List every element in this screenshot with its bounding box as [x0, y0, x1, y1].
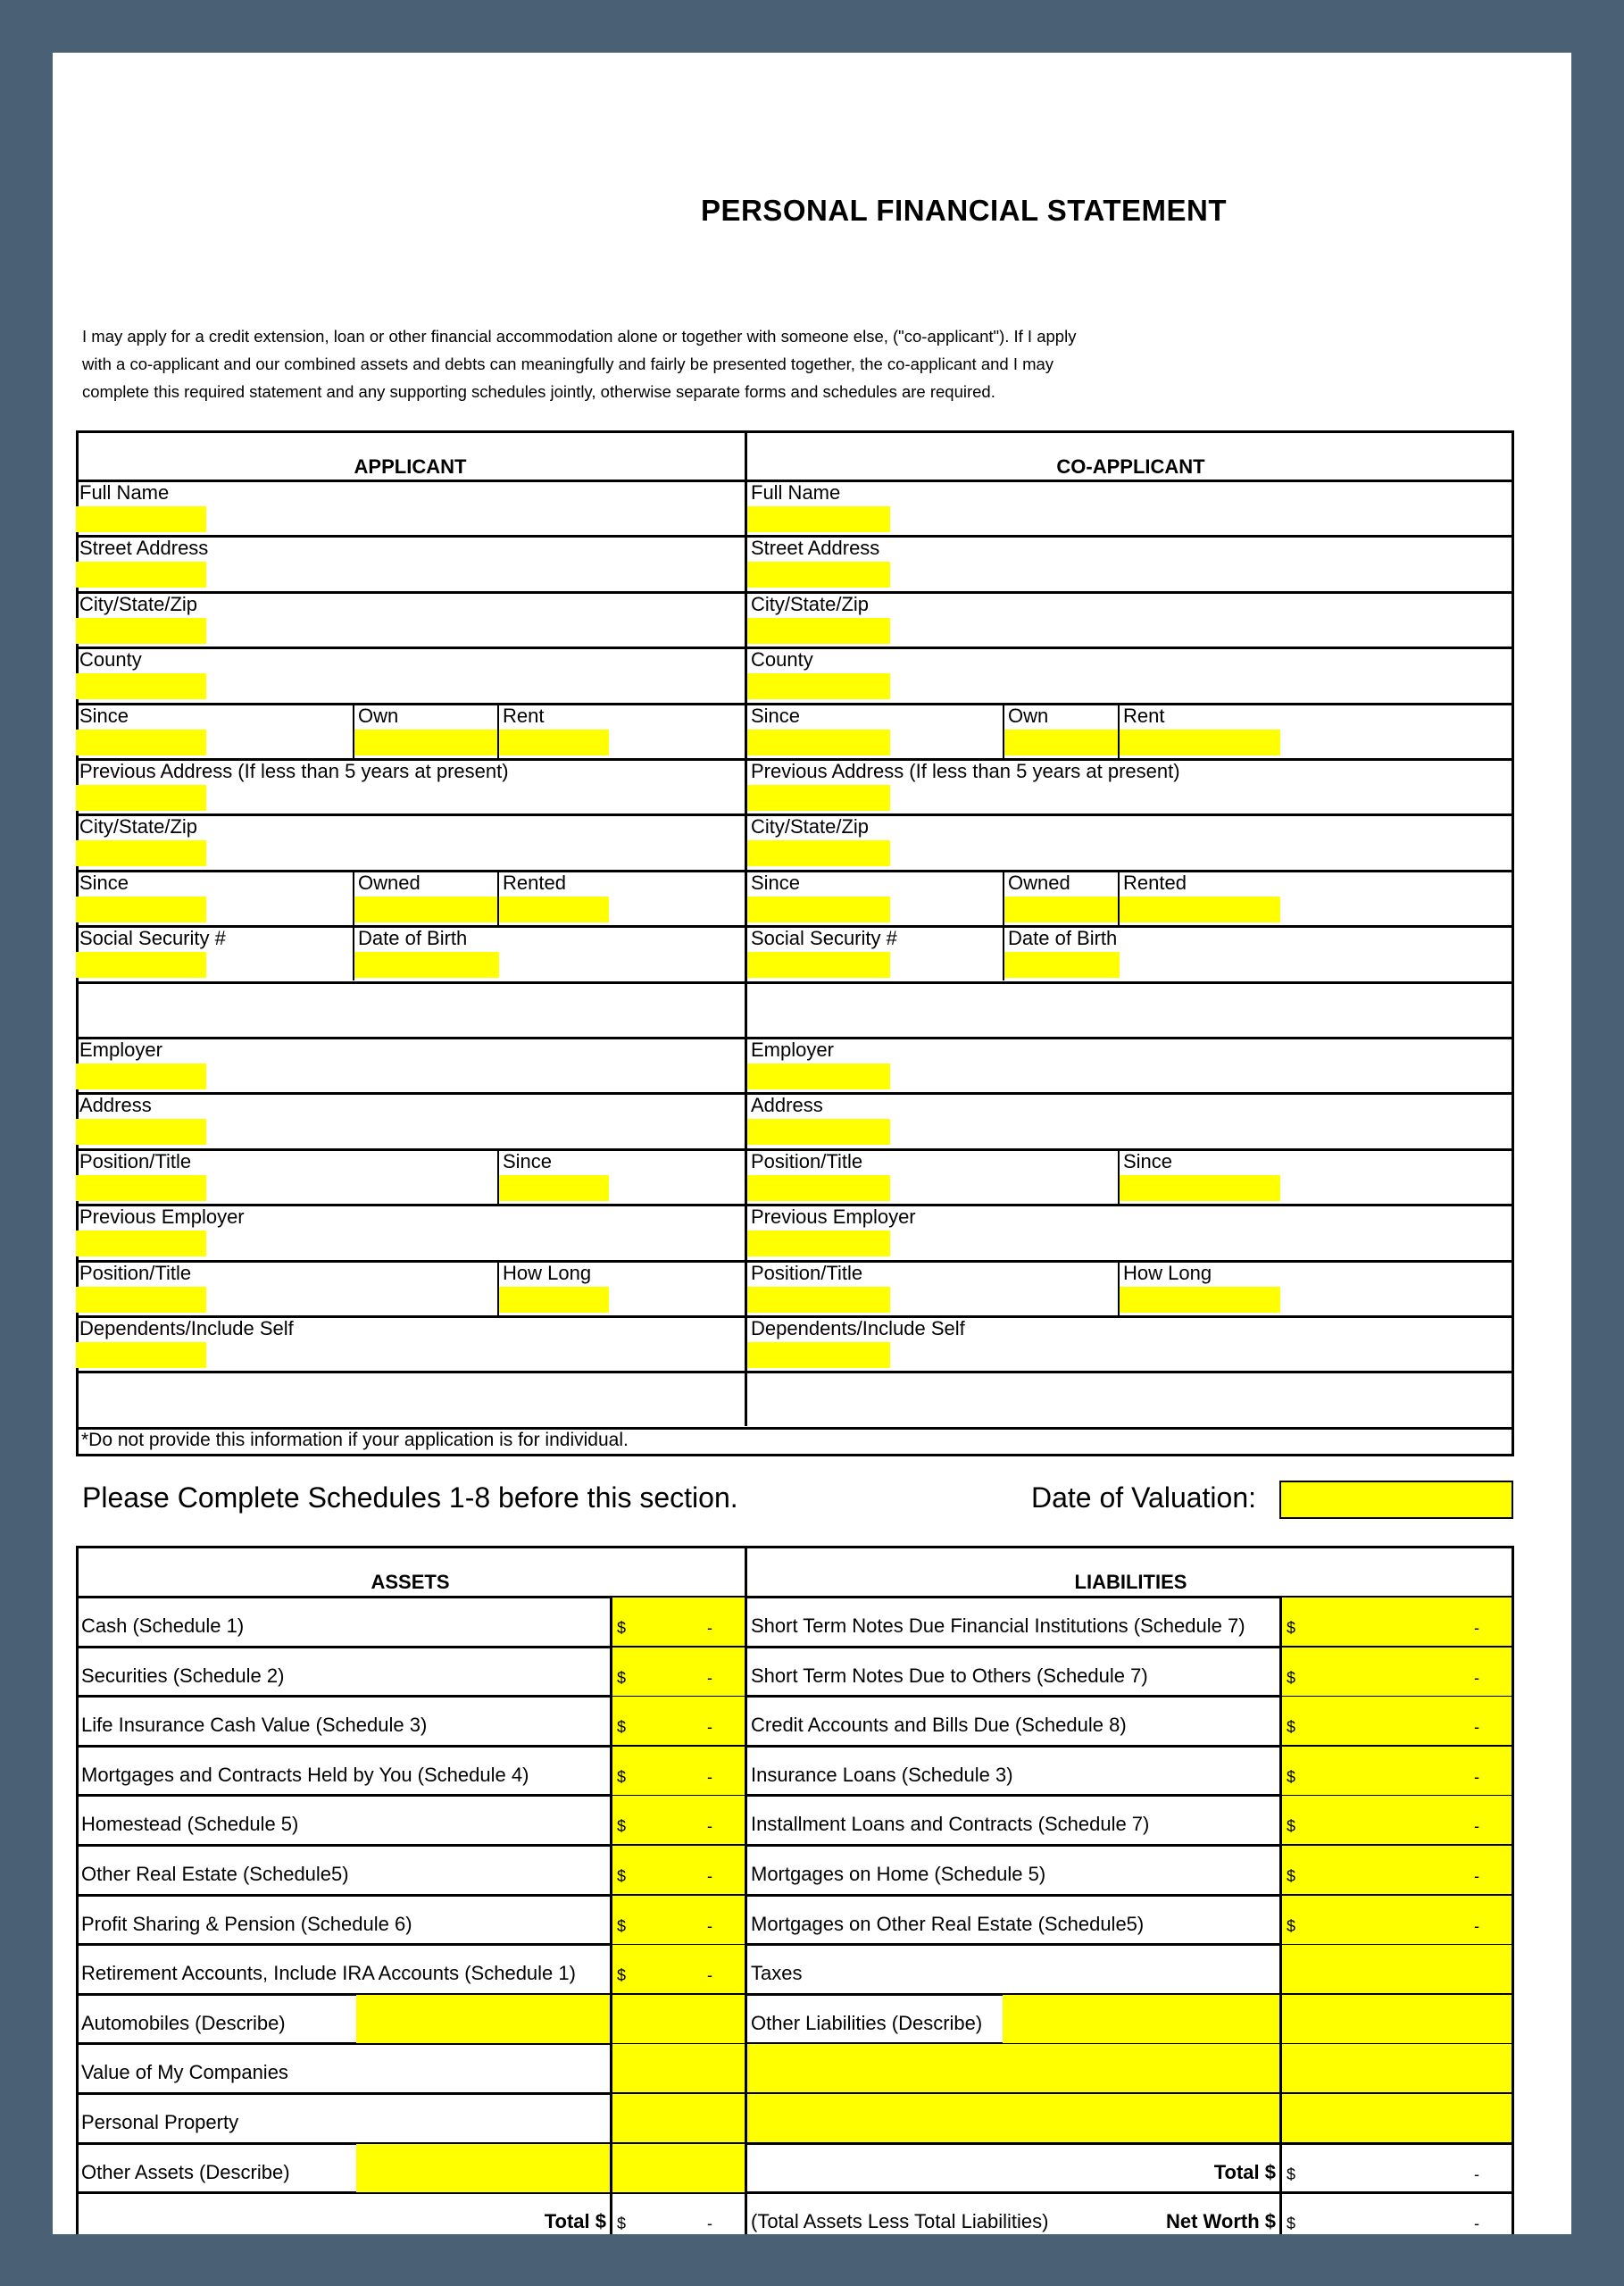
asset-row-label: Profit Sharing & Pension (Schedule 6)	[81, 1913, 412, 1935]
co-applicant-full-name-label: Full Name	[751, 481, 841, 504]
liability-currency: $	[1287, 1669, 1296, 1687]
liability-row-label: Insurance Loans (Schedule 3)	[751, 1764, 1013, 1786]
asset-dash: -	[707, 1619, 712, 1637]
applicant-dependents-label: Dependents/Include Self	[79, 1317, 294, 1339]
co-applicant-prev-address-input[interactable]	[747, 785, 890, 811]
co-applicant-position2-input[interactable]	[747, 1287, 890, 1313]
co-applicant-prev-address-label: Previous Address (If less than 5 years at present)	[751, 760, 1180, 782]
intro-paragraph: I may apply for a credit extension, loan or other financial accommodation alone or together with someone else, ("co-applicant"). If I apply with a co-applicant and our combined assets and debts can meaningfully and fairly be presented together, the co-applicant and I may complete this required statement and any supporting schedules jointly, otherwise separate forms and schedules are required.	[82, 327, 1077, 401]
applicant-employer-label: Employer	[79, 1039, 162, 1061]
applicant-city2-input[interactable]	[76, 840, 206, 866]
co-applicant-since2-input[interactable]	[747, 897, 890, 922]
liability-dash: -	[1474, 1619, 1479, 1637]
asset-row-label: Cash (Schedule 1)	[81, 1614, 245, 1637]
applicant-dob-label: Date of Birth	[358, 927, 468, 949]
co-applicant-since3-label: Since	[1123, 1150, 1173, 1172]
applicant-rented-input[interactable]	[499, 897, 609, 922]
liability-value-input[interactable]	[1282, 2044, 1512, 2092]
applicant-since3-label: Since	[503, 1150, 553, 1172]
liability-extra-input[interactable]	[747, 2094, 1279, 2142]
applicant-address-label: Address	[79, 1094, 152, 1116]
applicant-owned-label: Owned	[358, 872, 421, 894]
asset-dash: -	[707, 1669, 712, 1687]
co-applicant-position-label: Position/Title	[751, 1150, 863, 1172]
applicant-since3-input[interactable]	[499, 1175, 609, 1201]
net-worth-currency: $	[1287, 2215, 1296, 2232]
co-applicant-rented-input[interactable]	[1120, 897, 1280, 922]
co-applicant-dob-label: Date of Birth	[1008, 927, 1118, 949]
asset-dash: -	[707, 1966, 712, 1984]
asset-currency: $	[617, 1619, 627, 1637]
applicant-how-long-input[interactable]	[499, 1287, 609, 1313]
co-applicant-how-long-label: How Long	[1123, 1262, 1212, 1284]
liability-dash: -	[1474, 1768, 1479, 1786]
co-applicant-rent-label: Rent	[1123, 705, 1165, 727]
applicant-rent-input[interactable]	[499, 730, 609, 755]
liability-dash: -	[1474, 1817, 1479, 1835]
asset-value-input[interactable]	[612, 2094, 745, 2142]
net-worth-dash: -	[1474, 2215, 1479, 2232]
liability-dash: -	[1474, 1867, 1479, 1885]
asset-value-input[interactable]	[612, 1648, 745, 1696]
applicant-prev-employer-input[interactable]	[76, 1231, 206, 1256]
liability-row-label: Mortgages on Home (Schedule 5)	[751, 1863, 1046, 1885]
assets-total-label: Total $	[544, 2210, 606, 2232]
co-applicant-owned-input[interactable]	[1004, 897, 1120, 922]
applicant-owned-input[interactable]	[354, 897, 499, 922]
asset-row-label: Other Assets (Describe)	[81, 2161, 290, 2183]
liability-row-label: Other Liabilities (Describe)	[751, 2012, 983, 2034]
applicant-city-label: City/State/Zip	[79, 593, 198, 615]
asset-currency: $	[617, 1718, 627, 1736]
liability-row-label: Mortgages on Other Real Estate (Schedule5)	[751, 1913, 1145, 1935]
applicant-dependents-input[interactable]	[76, 1342, 206, 1368]
co-applicant-since-label: Since	[751, 705, 801, 727]
liability-dash: -	[1474, 1718, 1479, 1736]
applicant-city-input[interactable]	[76, 618, 206, 644]
applicant-position2-label: Position/Title	[79, 1262, 192, 1284]
co-applicant-address-label: Address	[751, 1094, 823, 1116]
co-applicant-city-label: City/State/Zip	[751, 593, 870, 615]
asset-row-label: Mortgages and Contracts Held by You (Schedule 4)	[81, 1764, 529, 1786]
asset-value-input[interactable]	[612, 1945, 745, 1993]
applicant-position2-input[interactable]	[76, 1287, 206, 1313]
applicant-since-input[interactable]	[76, 730, 206, 755]
applicant-header: APPLICANT	[354, 455, 467, 478]
applicant-ssn-label: Social Security #	[79, 927, 226, 949]
asset-currency: $	[617, 1917, 627, 1935]
co-applicant-prev-employer-input[interactable]	[747, 1231, 890, 1256]
assets-total-currency: $	[617, 2215, 627, 2232]
liability-dash: -	[1474, 1669, 1479, 1687]
asset-value-input[interactable]	[612, 1796, 745, 1844]
co-applicant-own-input[interactable]	[1004, 730, 1120, 755]
net-worth-label: Net Worth $	[1165, 2210, 1276, 2232]
applicant-ssn-input[interactable]	[76, 952, 206, 978]
liability-currency: $	[1287, 1817, 1296, 1835]
liabilities-header: LIABILITIES	[1074, 1571, 1187, 1593]
liability-value-input[interactable]	[1282, 2094, 1512, 2142]
liability-row-label: Taxes	[751, 1962, 803, 1984]
applicant-prev-employer-label: Previous Employer	[79, 1206, 245, 1228]
applicant-county-input[interactable]	[76, 673, 206, 699]
applicant-position-label: Position/Title	[79, 1150, 192, 1172]
liability-row-label: Short Term Notes Due Financial Institutions (Schedule 7)	[751, 1614, 1245, 1637]
co-applicant-dependents-label: Dependents/Include Self	[751, 1317, 965, 1339]
asset-row-label: Life Insurance Cash Value (Schedule 3)	[81, 1714, 428, 1736]
applicant-own-label: Own	[358, 705, 399, 727]
applicant-employer-input[interactable]	[76, 1064, 206, 1089]
asset-row-label: Other Real Estate (Schedule5)	[81, 1863, 349, 1885]
co-applicant-full-name-input[interactable]	[747, 506, 890, 532]
asset-dash: -	[707, 1917, 712, 1935]
asset-describe-input[interactable]	[356, 1995, 610, 2043]
liability-value-input[interactable]	[1282, 1945, 1512, 1993]
co-applicant-since3-input[interactable]	[1120, 1175, 1280, 1201]
liability-row-label: Installment Loans and Contracts (Schedule 7)	[751, 1813, 1150, 1835]
asset-currency: $	[617, 1966, 627, 1984]
co-applicant-position-input[interactable]	[747, 1175, 890, 1201]
liabilities-total-currency: $	[1287, 2165, 1296, 2183]
co-applicant-dob-input[interactable]	[1004, 952, 1120, 978]
liabilities-total-dash: -	[1474, 2165, 1479, 2183]
asset-value-input[interactable]	[612, 2144, 745, 2192]
asset-value-input[interactable]	[612, 1995, 745, 2043]
marital-note: *Do not provide this information if your application is for individual.	[81, 1430, 629, 1450]
applicant-prev-address-label: Previous Address (If less than 5 years at present)	[79, 760, 509, 782]
co-applicant-city-input[interactable]	[747, 618, 890, 644]
asset-value-input[interactable]	[612, 1846, 745, 1894]
liability-currency: $	[1287, 1867, 1296, 1885]
liability-currency: $	[1287, 1619, 1296, 1637]
assets-total-dash: -	[707, 2215, 712, 2232]
liability-value-input[interactable]	[1282, 1995, 1512, 2043]
co-applicant-county-input[interactable]	[747, 673, 890, 699]
co-applicant-how-long-input[interactable]	[1120, 1287, 1280, 1313]
asset-value-input[interactable]	[612, 2044, 745, 2092]
co-applicant-prev-employer-label: Previous Employer	[751, 1206, 916, 1228]
liability-row-label: Credit Accounts and Bills Due (Schedule 8)	[751, 1714, 1127, 1736]
asset-dash: -	[707, 1718, 712, 1736]
asset-currency: $	[617, 1669, 627, 1687]
applicant-full-name-label: Full Name	[79, 481, 170, 504]
asset-row-label: Personal Property	[81, 2111, 239, 2133]
applicant-street-input[interactable]	[76, 562, 206, 588]
co-applicant-employer-label: Employer	[751, 1039, 834, 1061]
asset-row-label: Securities (Schedule 2)	[81, 1664, 285, 1687]
co-applicant-county-label: County	[751, 648, 813, 671]
applicant-prev-address-input[interactable]	[76, 785, 206, 811]
co-applicant-rent-input[interactable]	[1120, 730, 1280, 755]
applicant-since-label: Since	[79, 705, 129, 727]
co-applicant-header: CO-APPLICANT	[1056, 455, 1205, 478]
asset-value-input[interactable]	[612, 1598, 745, 1646]
asset-row-label: Automobiles (Describe)	[81, 2012, 286, 2034]
applicant-street-label: Street Address	[79, 537, 209, 559]
applicant-county-label: County	[79, 648, 142, 671]
asset-dash: -	[707, 1817, 712, 1835]
co-applicant-own-label: Own	[1008, 705, 1049, 727]
asset-row-label: Retirement Accounts, Include IRA Accounts (Schedule 1)	[81, 1962, 576, 1984]
applicant-since2-label: Since	[79, 872, 129, 894]
asset-row-label: Homestead (Schedule 5)	[81, 1813, 299, 1835]
applicant-dob-input[interactable]	[354, 952, 499, 978]
co-applicant-address-input[interactable]	[747, 1119, 890, 1145]
co-applicant-since2-label: Since	[751, 872, 801, 894]
asset-value-input[interactable]	[612, 1896, 745, 1944]
applicant-full-name-input[interactable]	[76, 506, 206, 532]
valuation-date-input[interactable]	[1279, 1481, 1513, 1519]
co-applicant-city2-input[interactable]	[747, 840, 890, 866]
applicant-since2-input[interactable]	[76, 897, 206, 922]
liability-currency: $	[1287, 1917, 1296, 1935]
applicant-rented-label: Rented	[503, 872, 566, 894]
asset-value-input[interactable]	[612, 1747, 745, 1795]
assets-header: ASSETS	[371, 1571, 450, 1593]
asset-currency: $	[617, 1768, 627, 1786]
asset-dash: -	[707, 1768, 712, 1786]
liability-dash: -	[1474, 1917, 1479, 1935]
applicant-city2-label: City/State/Zip	[79, 815, 198, 838]
asset-currency: $	[617, 1867, 627, 1885]
asset-row-label: Value of My Companies	[81, 2061, 288, 2083]
liability-row-label: Short Term Notes Due to Others (Schedule 7)	[751, 1664, 1148, 1687]
co-applicant-since-input[interactable]	[747, 730, 890, 755]
co-applicant-position2-label: Position/Title	[751, 1262, 863, 1284]
applicant-own-input[interactable]	[354, 730, 499, 755]
applicant-how-long-label: How Long	[503, 1262, 592, 1284]
co-applicant-owned-label: Owned	[1008, 872, 1070, 894]
co-applicant-rented-label: Rented	[1123, 872, 1187, 894]
asset-dash: -	[707, 1867, 712, 1885]
liabilities-total-label: Total $	[1213, 2161, 1276, 2183]
valuation-label: Date of Valuation:	[1031, 1481, 1257, 1514]
co-applicant-ssn-label: Social Security #	[751, 927, 897, 949]
net-worth-note: (Total Assets Less Total Liabilities)	[751, 2210, 1049, 2232]
liability-describe-input[interactable]	[1003, 1995, 1279, 2043]
co-applicant-city2-label: City/State/Zip	[751, 815, 870, 838]
asset-value-input[interactable]	[612, 1697, 745, 1745]
co-applicant-street-label: Street Address	[751, 537, 880, 559]
asset-describe-input[interactable]	[356, 2144, 610, 2192]
applicant-address-input[interactable]	[76, 1119, 206, 1145]
liability-extra-input[interactable]	[747, 2044, 1279, 2092]
applicant-position-input[interactable]	[76, 1175, 206, 1201]
liability-currency: $	[1287, 1768, 1296, 1786]
co-applicant-employer-input[interactable]	[747, 1064, 890, 1089]
applicant-rent-label: Rent	[503, 705, 545, 727]
asset-currency: $	[617, 1817, 627, 1835]
form-sheet	[53, 53, 1571, 2234]
page-title: PERSONAL FINANCIAL STATEMENT	[700, 194, 1228, 227]
liability-currency: $	[1287, 1718, 1296, 1736]
co-applicant-ssn-input[interactable]	[747, 952, 890, 978]
co-applicant-street-input[interactable]	[747, 562, 890, 588]
co-applicant-dependents-input[interactable]	[747, 1342, 890, 1368]
schedules-note: Please Complete Schedules 1-8 before this section.	[82, 1481, 738, 1514]
